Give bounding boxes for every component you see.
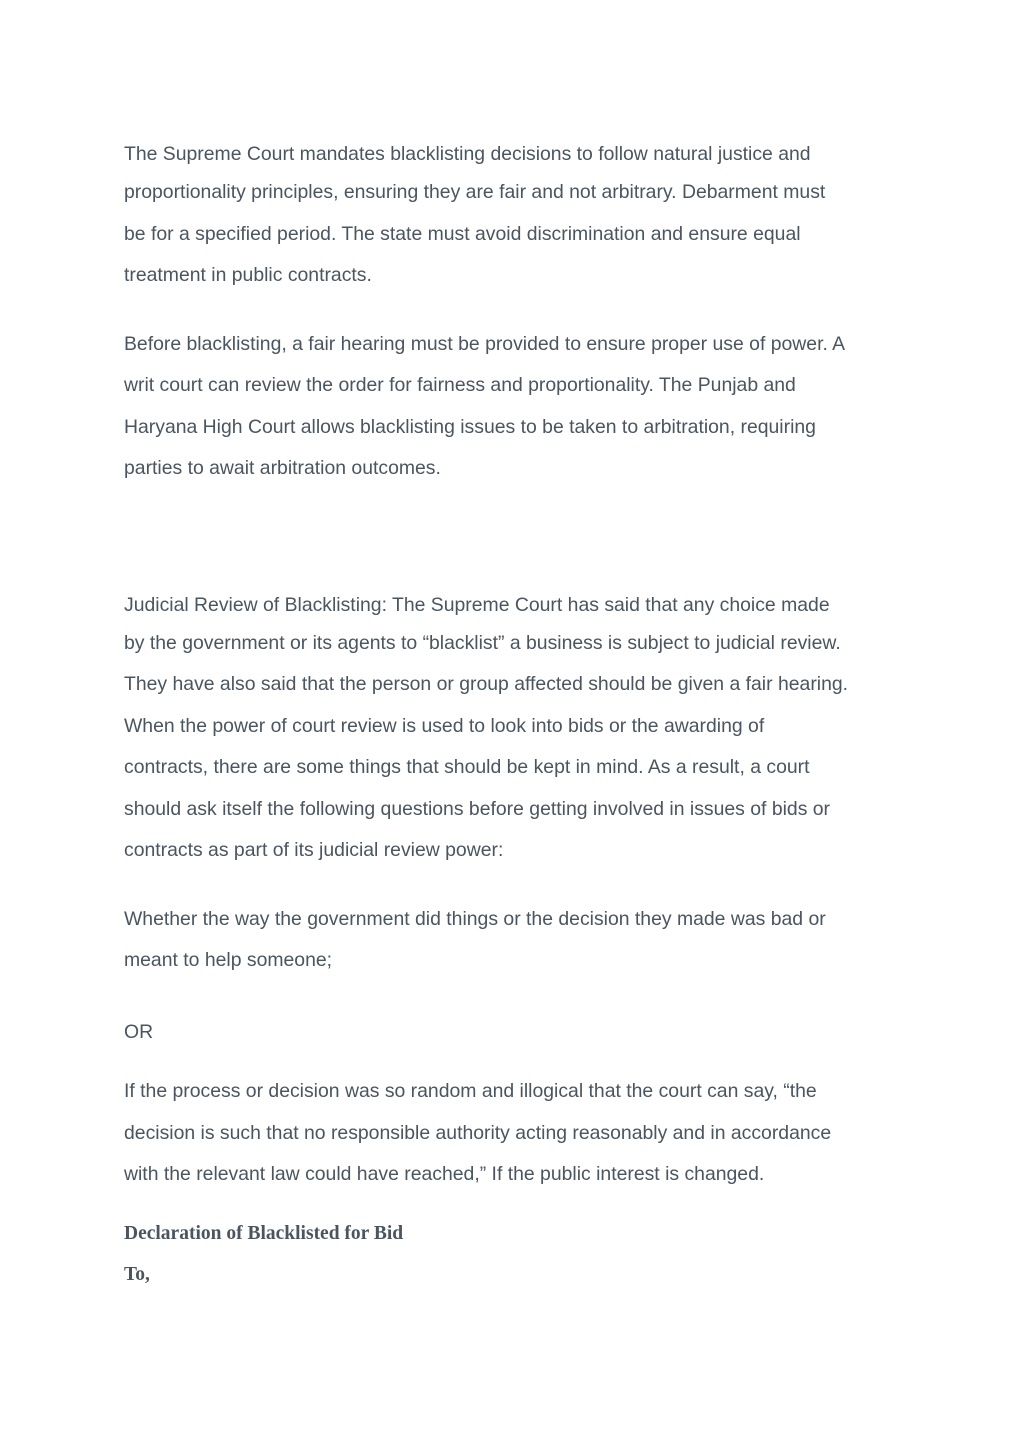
text-line: Haryana High Court allows blacklisting issues to be taken to arbitration, requiring [124,415,816,438]
text-line: treatment in public contracts. [124,264,372,286]
paragraph-question-bad-decision [124,899,904,982]
text-line: should ask itself the following questions before getting involved in issues of bids or [124,797,831,820]
text-line: Whether the way the government did things or the decision they made was bad or [124,907,826,930]
text-line: parties to await arbitration outcomes. [124,457,441,479]
text-line: contracts, there are some things that should be kept in mind. As a result, a court [124,756,810,778]
paragraph-natural-justice [124,137,904,297]
text-line: decision is such that no responsible authority acting reasonably and in accordance [124,1121,832,1144]
paragraph-fair-hearing [124,324,904,490]
paragraph-question-arbitrary [124,1071,904,1196]
text-line: writ court can review the order for fairness and proportionality. The Punjab and [124,374,796,396]
paragraph-judicial-review [124,588,904,872]
text-line: meant to help someone; [124,949,333,971]
text-line: with the relevant law could have reached,” If the public interest is changed. [124,1163,765,1185]
text-line: Before blacklisting, a fair hearing must be provided to ensure proper use of power. A [124,332,846,355]
text-line: proportionality principles, ensuring they are fair and not arbitrary. Debarment must [124,181,826,203]
document-page [124,137,904,1296]
text-line: by the government or its agents to “blacklist” a business is subject to judicial review. [124,631,841,654]
text-line: If the process or decision was so random and illogical that the court can say, “the [124,1080,817,1102]
text-line: Judicial Review of Blacklisting: The Supreme Court has said that any choice made [124,593,830,616]
text-line: OR [124,1020,154,1043]
text-line: When the power of court review is used to look into bids or the awarding of [124,714,765,737]
declaration-heading: Declaration of Blacklisted for Bid [124,1222,404,1244]
text-line: The Supreme Court mandates blacklisting decisions to follow natural justice and [124,143,811,165]
salutation-heading: To, [124,1264,150,1285]
text-line: be for a specified period. The state must avoid discrimination and ensure equal [124,222,801,245]
paragraph-or [124,1012,904,1054]
text-line: They have also said that the person or group affected should be given a fair hearing. [124,673,849,695]
text-line: contracts as part of its judicial review power: [124,839,504,861]
